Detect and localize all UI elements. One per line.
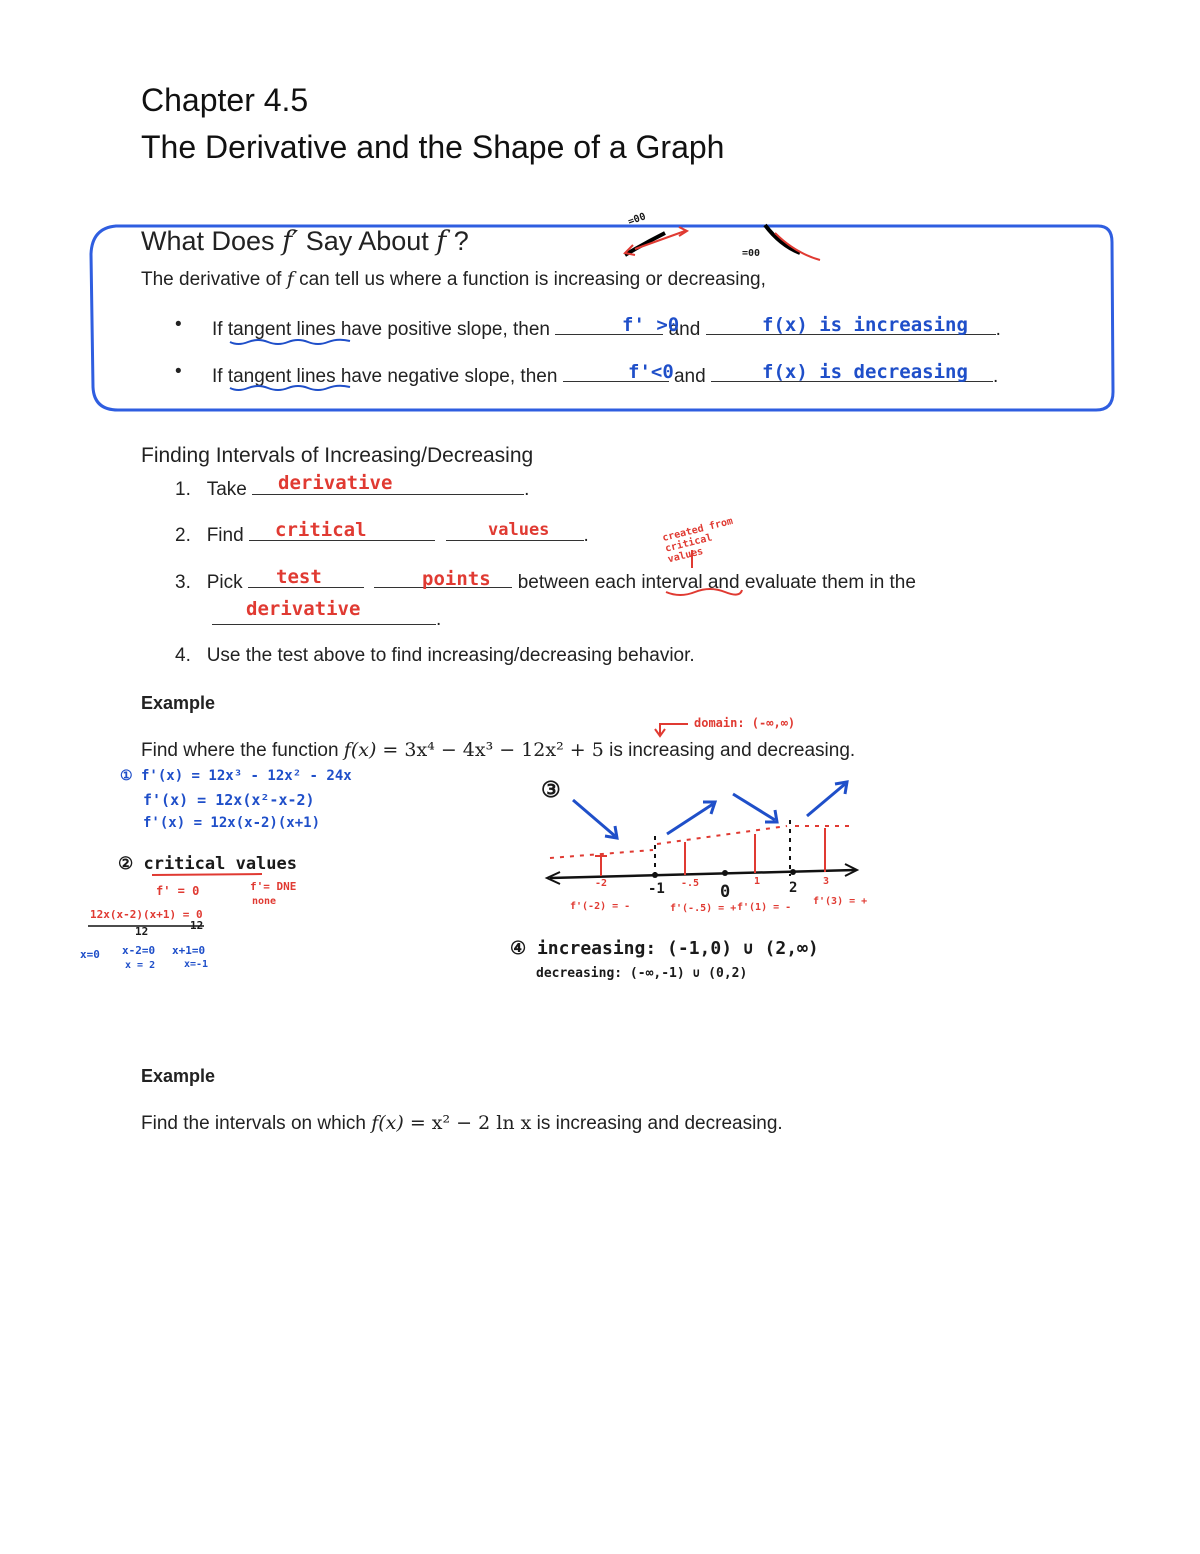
- hw-nl-2: 2: [789, 880, 798, 896]
- underline-squiggle-2: [228, 382, 358, 394]
- hw-w2: f'(x) = 12x(x²-x-2): [143, 791, 315, 809]
- bullet-1: If tangent lines have positive slope, then and .: [212, 314, 1001, 341]
- hw-w12: x-2=0: [122, 944, 156, 957]
- chapter-heading: Chapter 4.5: [141, 82, 309, 118]
- hw-b2b: f(x) is decreasing: [762, 361, 968, 383]
- bullet-2: If tangent lines have negative slope, then and .: [212, 361, 998, 388]
- hw-b1b: f(x) is increasing: [762, 314, 968, 336]
- hw-s2a: critical: [275, 519, 367, 541]
- sign-chart: [535, 780, 865, 900]
- hw-inc-label: =00: [626, 211, 648, 228]
- hw-eval-2: f'(-.5) = +: [670, 903, 737, 914]
- underline-squiggle-1: [228, 336, 358, 348]
- box-intro: The derivative of f can tell us where a function is increasing or decreasing,: [141, 268, 766, 290]
- step-2: 2. Find .: [175, 520, 589, 547]
- hw-w4: ② critical values: [118, 854, 297, 874]
- hw-w7: none: [252, 896, 277, 907]
- page-title: The Derivative and the Shape of a Graph: [141, 129, 725, 165]
- hw-eval-4: f'(3) = +: [813, 896, 868, 907]
- tangent-sketches: [615, 215, 855, 270]
- hw-b1a: f' >0: [622, 314, 680, 336]
- step-4: 4. Use the test above to find increasing/decreasing behavior.: [175, 645, 695, 666]
- hw-eval-3: f'(1) = -: [737, 902, 792, 913]
- critical-underline: [152, 872, 267, 878]
- hw-note: created from critical values: [661, 515, 735, 566]
- example-1-label: Example: [141, 693, 216, 713]
- hw-domain: domain: (-∞,∞): [694, 716, 796, 730]
- hw-circle-3: ③: [541, 778, 561, 803]
- step-3: 3. Pick between each interval and evaluate them in the: [175, 567, 916, 594]
- hw-w5: f' = 0: [156, 884, 200, 898]
- example-2-label: Example: [141, 1066, 216, 1086]
- hw-w15: x=-1: [184, 959, 209, 970]
- hw-w3: f'(x) = 12x(x-2)(x+1): [143, 815, 321, 831]
- hw-eval-1: f'(-2) = -: [570, 901, 631, 912]
- hw-w13: x = 2: [125, 960, 156, 971]
- box-heading: What Does f′ Say About f ?: [141, 226, 469, 257]
- bullet-marker: •: [175, 314, 182, 335]
- hw-w6: f'= DNE: [250, 880, 297, 893]
- section-heading-finding: Finding Intervals of Increasing/Decreasing: [141, 444, 534, 467]
- hw-s2b: values: [488, 520, 550, 540]
- hw-s3b: points: [422, 568, 491, 590]
- bullet-marker: •: [175, 361, 182, 382]
- hw-nl-t3: 3: [823, 876, 830, 887]
- hw-w1: ① f'(x) = 12x³ - 12x² - 24x: [120, 768, 352, 784]
- hw-w14: x+1=0: [172, 944, 206, 957]
- hw-nl-minus1: -1: [648, 881, 665, 897]
- hw-nl-0: 0: [720, 882, 731, 902]
- example-2-prompt: Find the intervals on which f(x) = x² − 2 ln x is increasing and decreasing.: [141, 1112, 783, 1134]
- hw-b2a: f'<0: [628, 361, 674, 383]
- step-3-cont: .: [212, 604, 441, 631]
- hw-result-decreasing: decreasing: (-∞,-1) ∪ (0,2): [536, 966, 748, 981]
- hw-s3c: derivative: [246, 598, 361, 620]
- hw-result-increasing: ④ increasing: (-1,0) ∪ (2,∞): [510, 938, 819, 959]
- hw-w8: 12x(x-2)(x+1) = 0: [90, 908, 203, 921]
- hw-nl-t1: 1: [754, 876, 761, 887]
- domain-arrow: [650, 716, 690, 738]
- interval-marks: [660, 546, 750, 602]
- example-1-prompt: Find where the function f(x) = 3x⁴ − 4x³ − 12x² + 5 is increasing and decreasing.: [141, 739, 856, 761]
- hw-s3a: test: [276, 566, 322, 588]
- hw-s1: derivative: [278, 472, 393, 494]
- hw-nl-tm2: -2: [595, 878, 608, 889]
- hw-nl-tm5: -.5: [681, 878, 700, 889]
- step-1: 1. Take .: [175, 474, 529, 501]
- hw-dec-label: =00: [742, 248, 761, 259]
- hw-w11: x=0: [80, 948, 100, 961]
- hw-w9: 12: [135, 925, 149, 938]
- hw-w10: 12: [190, 919, 204, 932]
